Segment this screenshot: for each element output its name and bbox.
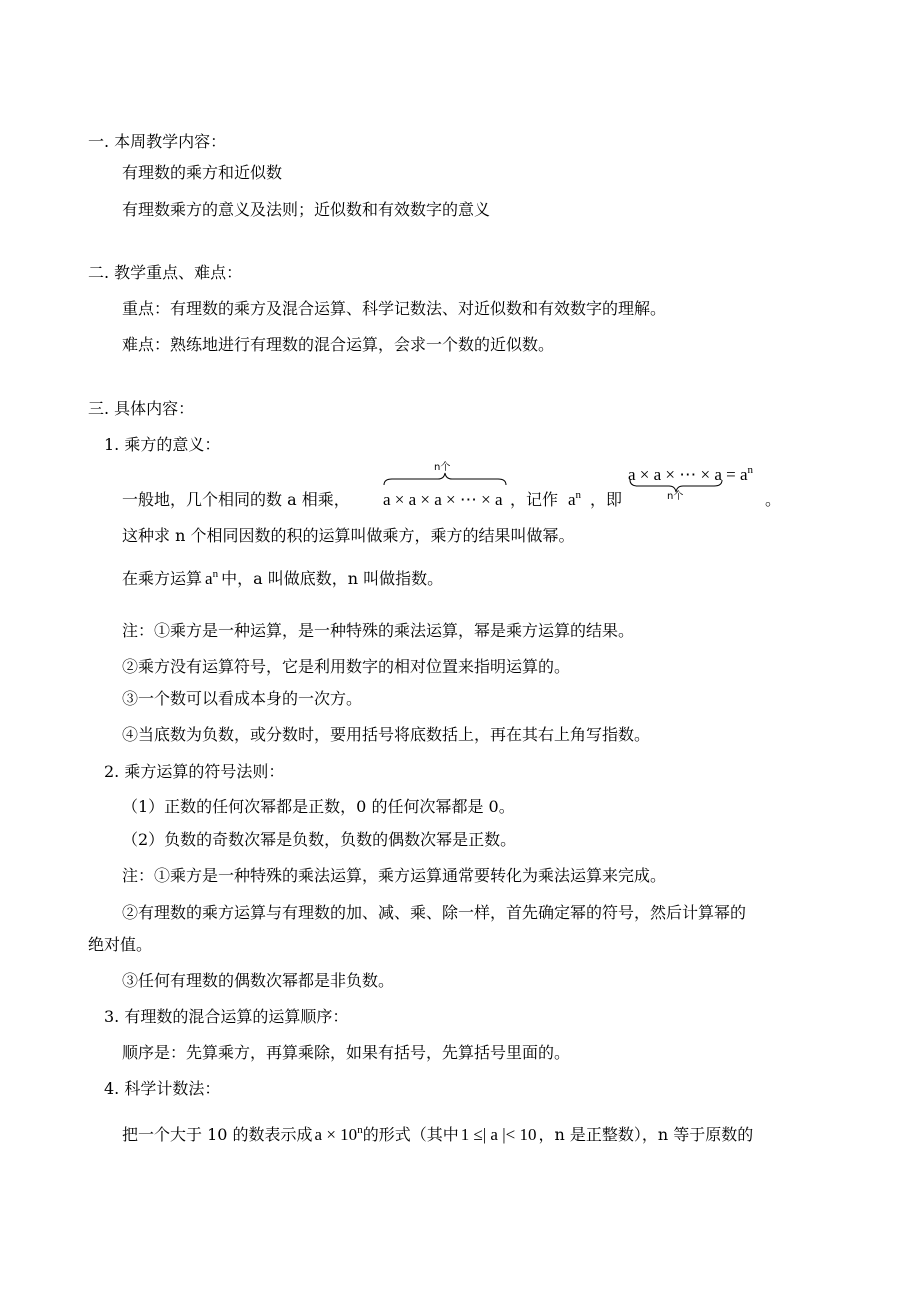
item-2-note-1: 注：①乘方是一种特殊的乘法运算，乘方运算通常要转化为乘法运算来完成。	[122, 866, 667, 885]
product-expression: a × a × a × ⋯ × a	[383, 490, 503, 509]
power-notation: $a^n$	[568, 489, 582, 509]
power-formula: a × a × ⋯ × $a = a^n$	[628, 464, 754, 484]
item-1-note-4: ④当底数为负数，或分数时，要用括号将底数括上，再在其右上角写指数。	[122, 725, 651, 744]
item-1-denote-text: ，记作	[510, 490, 559, 509]
overbrace-label: n个	[434, 462, 451, 473]
item-1-paragraph-1: 这种求 n 个相同因数的积的运算叫做乘方，乘方的结果叫做幂。	[122, 526, 575, 545]
item-2-note-2-continued: 绝对值。	[88, 935, 153, 954]
formula-period: 。	[765, 490, 782, 509]
item-3-title: 3. 有理数的混合运算的运算顺序：	[104, 1007, 349, 1026]
section-2-title: 二. 教学重点、难点：	[88, 263, 243, 282]
section-2-line-1: 重点：有理数的乘方及混合运算、科学记数法、对近似数和有效数字的理解。	[122, 299, 667, 318]
underbrace-label: n个	[667, 491, 684, 502]
item-1-title: 1. 乘方的意义：	[104, 435, 221, 454]
item-4-paragraph: 把一个大于 10 的数表示成 $a \times 10^n$的形式（其中 1 ≤| a |< 10 ，n 是正整数），n 等于原数的	[122, 1124, 754, 1144]
item-1-note-2: ②乘方没有运算符号，它是利用数字的相对位置来指明运算的。	[122, 657, 571, 676]
section-2-line-2: 难点：熟练地进行有理数的混合运算，会求一个数的近似数。	[122, 335, 555, 354]
item-2-note-2: ②有理数的乘方运算与有理数的加、减、乘、除一样，首先确定幂的符号，然后计算幂的	[122, 903, 747, 922]
section-1-title: 一. 本周教学内容：	[88, 132, 227, 151]
item-2-note-3: ③任何有理数的偶数次幂都是非负数。	[122, 971, 395, 990]
section-1-line-1: 有理数的乘方和近似数	[122, 163, 283, 182]
item-2-rule-2: （2）负数的奇数次幂是负数，负数的偶数次幂是正数。	[122, 830, 517, 849]
item-2-title: 2. 乘方运算的符号法则：	[104, 762, 285, 781]
item-1-note-1: 注：①乘方是一种运算，是一种特殊的乘法运算，幂是乘方运算的结果。	[122, 621, 635, 640]
section-3-title: 三. 具体内容：	[88, 399, 195, 418]
item-2-rule-1: （1）正数的任何次幂都是正数，0 的任何次幂都是 0。	[122, 797, 515, 816]
item-3-paragraph: 顺序是：先算乘方，再算乘除，如果有括号，先算括号里面的。	[122, 1043, 571, 1062]
section-1-line-2: 有理数乘方的意义及法则；近似数和有效数字的意义	[122, 200, 491, 219]
item-4-title: 4. 科学计数法：	[104, 1079, 221, 1098]
item-1-note-3: ③一个数可以看成本身的一次方。	[122, 689, 363, 708]
item-1-namely-text: ，即	[590, 490, 623, 509]
item-1-paragraph-2: 在乘方运算 $a^n$ 中，a 叫做底数，n 叫做指数。	[122, 568, 444, 588]
item-1-definition-start: 一般地，几个相同的数 a 相乘，	[122, 490, 350, 509]
